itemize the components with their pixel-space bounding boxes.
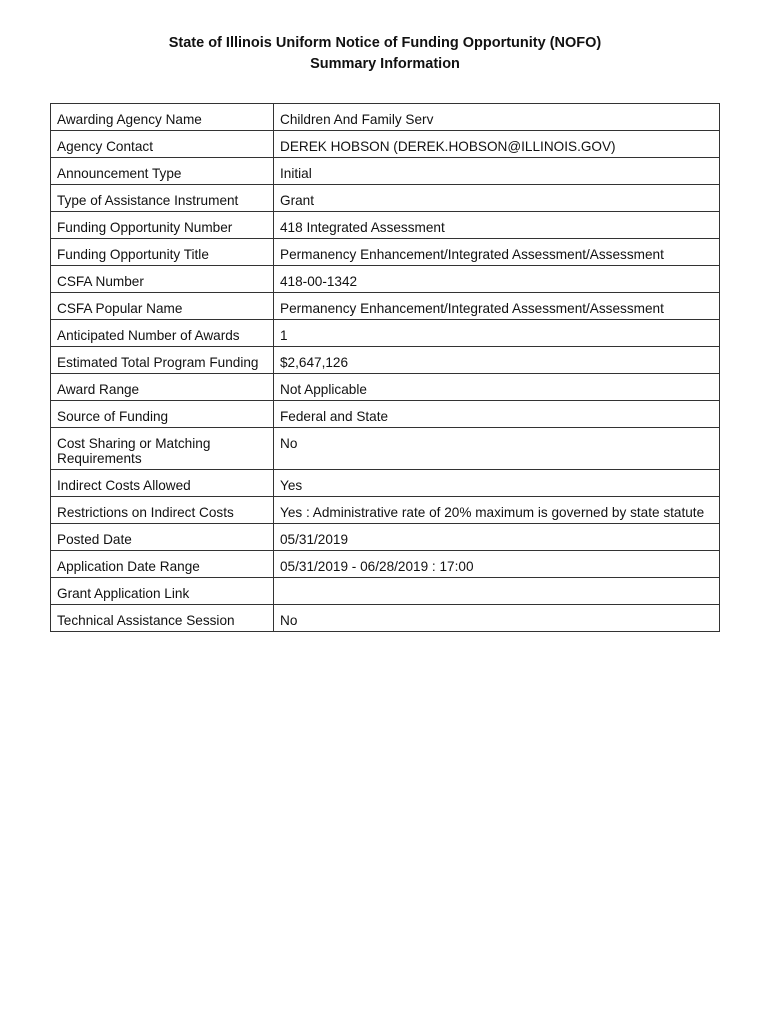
row-value: 1 bbox=[274, 320, 720, 347]
row-label: Anticipated Number of Awards bbox=[51, 320, 274, 347]
table-row bbox=[51, 524, 720, 551]
table-row bbox=[51, 131, 720, 158]
row-label: Type of Assistance Instrument bbox=[51, 185, 274, 212]
summary-table-body bbox=[51, 104, 720, 632]
table-row bbox=[51, 428, 720, 470]
table-row bbox=[51, 212, 720, 239]
row-label: Announcement Type bbox=[51, 158, 274, 185]
row-value: Yes bbox=[274, 470, 720, 497]
row-value: Grant bbox=[274, 185, 720, 212]
table-row bbox=[51, 605, 720, 632]
table-row bbox=[51, 551, 720, 578]
row-label: Estimated Total Program Funding bbox=[51, 347, 274, 374]
row-value: DEREK HOBSON (DEREK.HOBSON@ILLINOIS.GOV) bbox=[274, 131, 720, 158]
row-label: Awarding Agency Name bbox=[51, 104, 274, 131]
row-label: Restrictions on Indirect Costs bbox=[51, 497, 274, 524]
table-row bbox=[51, 158, 720, 185]
row-value: 05/31/2019 - 06/28/2019 : 17:00 bbox=[274, 551, 720, 578]
row-value: 05/31/2019 bbox=[274, 524, 720, 551]
table-row bbox=[51, 401, 720, 428]
table-row bbox=[51, 470, 720, 497]
row-label: Cost Sharing or Matching Requirements bbox=[51, 428, 274, 470]
summary-table bbox=[50, 103, 720, 632]
table-row bbox=[51, 347, 720, 374]
row-value bbox=[274, 578, 720, 605]
row-label: CSFA Popular Name bbox=[51, 293, 274, 320]
row-value: Initial bbox=[274, 158, 720, 185]
row-value: Federal and State bbox=[274, 401, 720, 428]
row-label: Funding Opportunity Number bbox=[51, 212, 274, 239]
row-label: Source of Funding bbox=[51, 401, 274, 428]
title-line-1: State of Illinois Uniform Notice of Funding Opportunity (NOFO) bbox=[168, 35, 602, 51]
row-value: No bbox=[274, 428, 720, 470]
table-row bbox=[51, 104, 720, 131]
row-value: 418 Integrated Assessment bbox=[274, 212, 720, 239]
table-row bbox=[51, 185, 720, 212]
row-label: Indirect Costs Allowed bbox=[51, 470, 274, 497]
row-label: Agency Contact bbox=[51, 131, 274, 158]
row-value: $2,647,126 bbox=[274, 347, 720, 374]
table-row bbox=[51, 266, 720, 293]
document-title bbox=[0, 33, 770, 75]
table-row bbox=[51, 293, 720, 320]
row-value: Yes : Administrative rate of 20% maximum is governed by state statute bbox=[274, 497, 720, 524]
row-label: Posted Date bbox=[51, 524, 274, 551]
row-value: Not Applicable bbox=[274, 374, 720, 401]
table-row bbox=[51, 239, 720, 266]
row-value: 418-00-1342 bbox=[274, 266, 720, 293]
row-value: Permanency Enhancement/Integrated Assessment/Assessment bbox=[274, 239, 720, 266]
table-row bbox=[51, 578, 720, 605]
row-label: Grant Application Link bbox=[51, 578, 274, 605]
row-label: Funding Opportunity Title bbox=[51, 239, 274, 266]
row-label: Award Range bbox=[51, 374, 274, 401]
row-value: Permanency Enhancement/Integrated Assessment/Assessment bbox=[274, 293, 720, 320]
row-value: Children And Family Serv bbox=[274, 104, 720, 131]
row-label: Application Date Range bbox=[51, 551, 274, 578]
row-label: Technical Assistance Session bbox=[51, 605, 274, 632]
table-row bbox=[51, 320, 720, 347]
row-value: No bbox=[274, 605, 720, 632]
title-line-2: Summary Information bbox=[310, 56, 460, 72]
table-row bbox=[51, 374, 720, 401]
row-label: CSFA Number bbox=[51, 266, 274, 293]
table-row bbox=[51, 497, 720, 524]
